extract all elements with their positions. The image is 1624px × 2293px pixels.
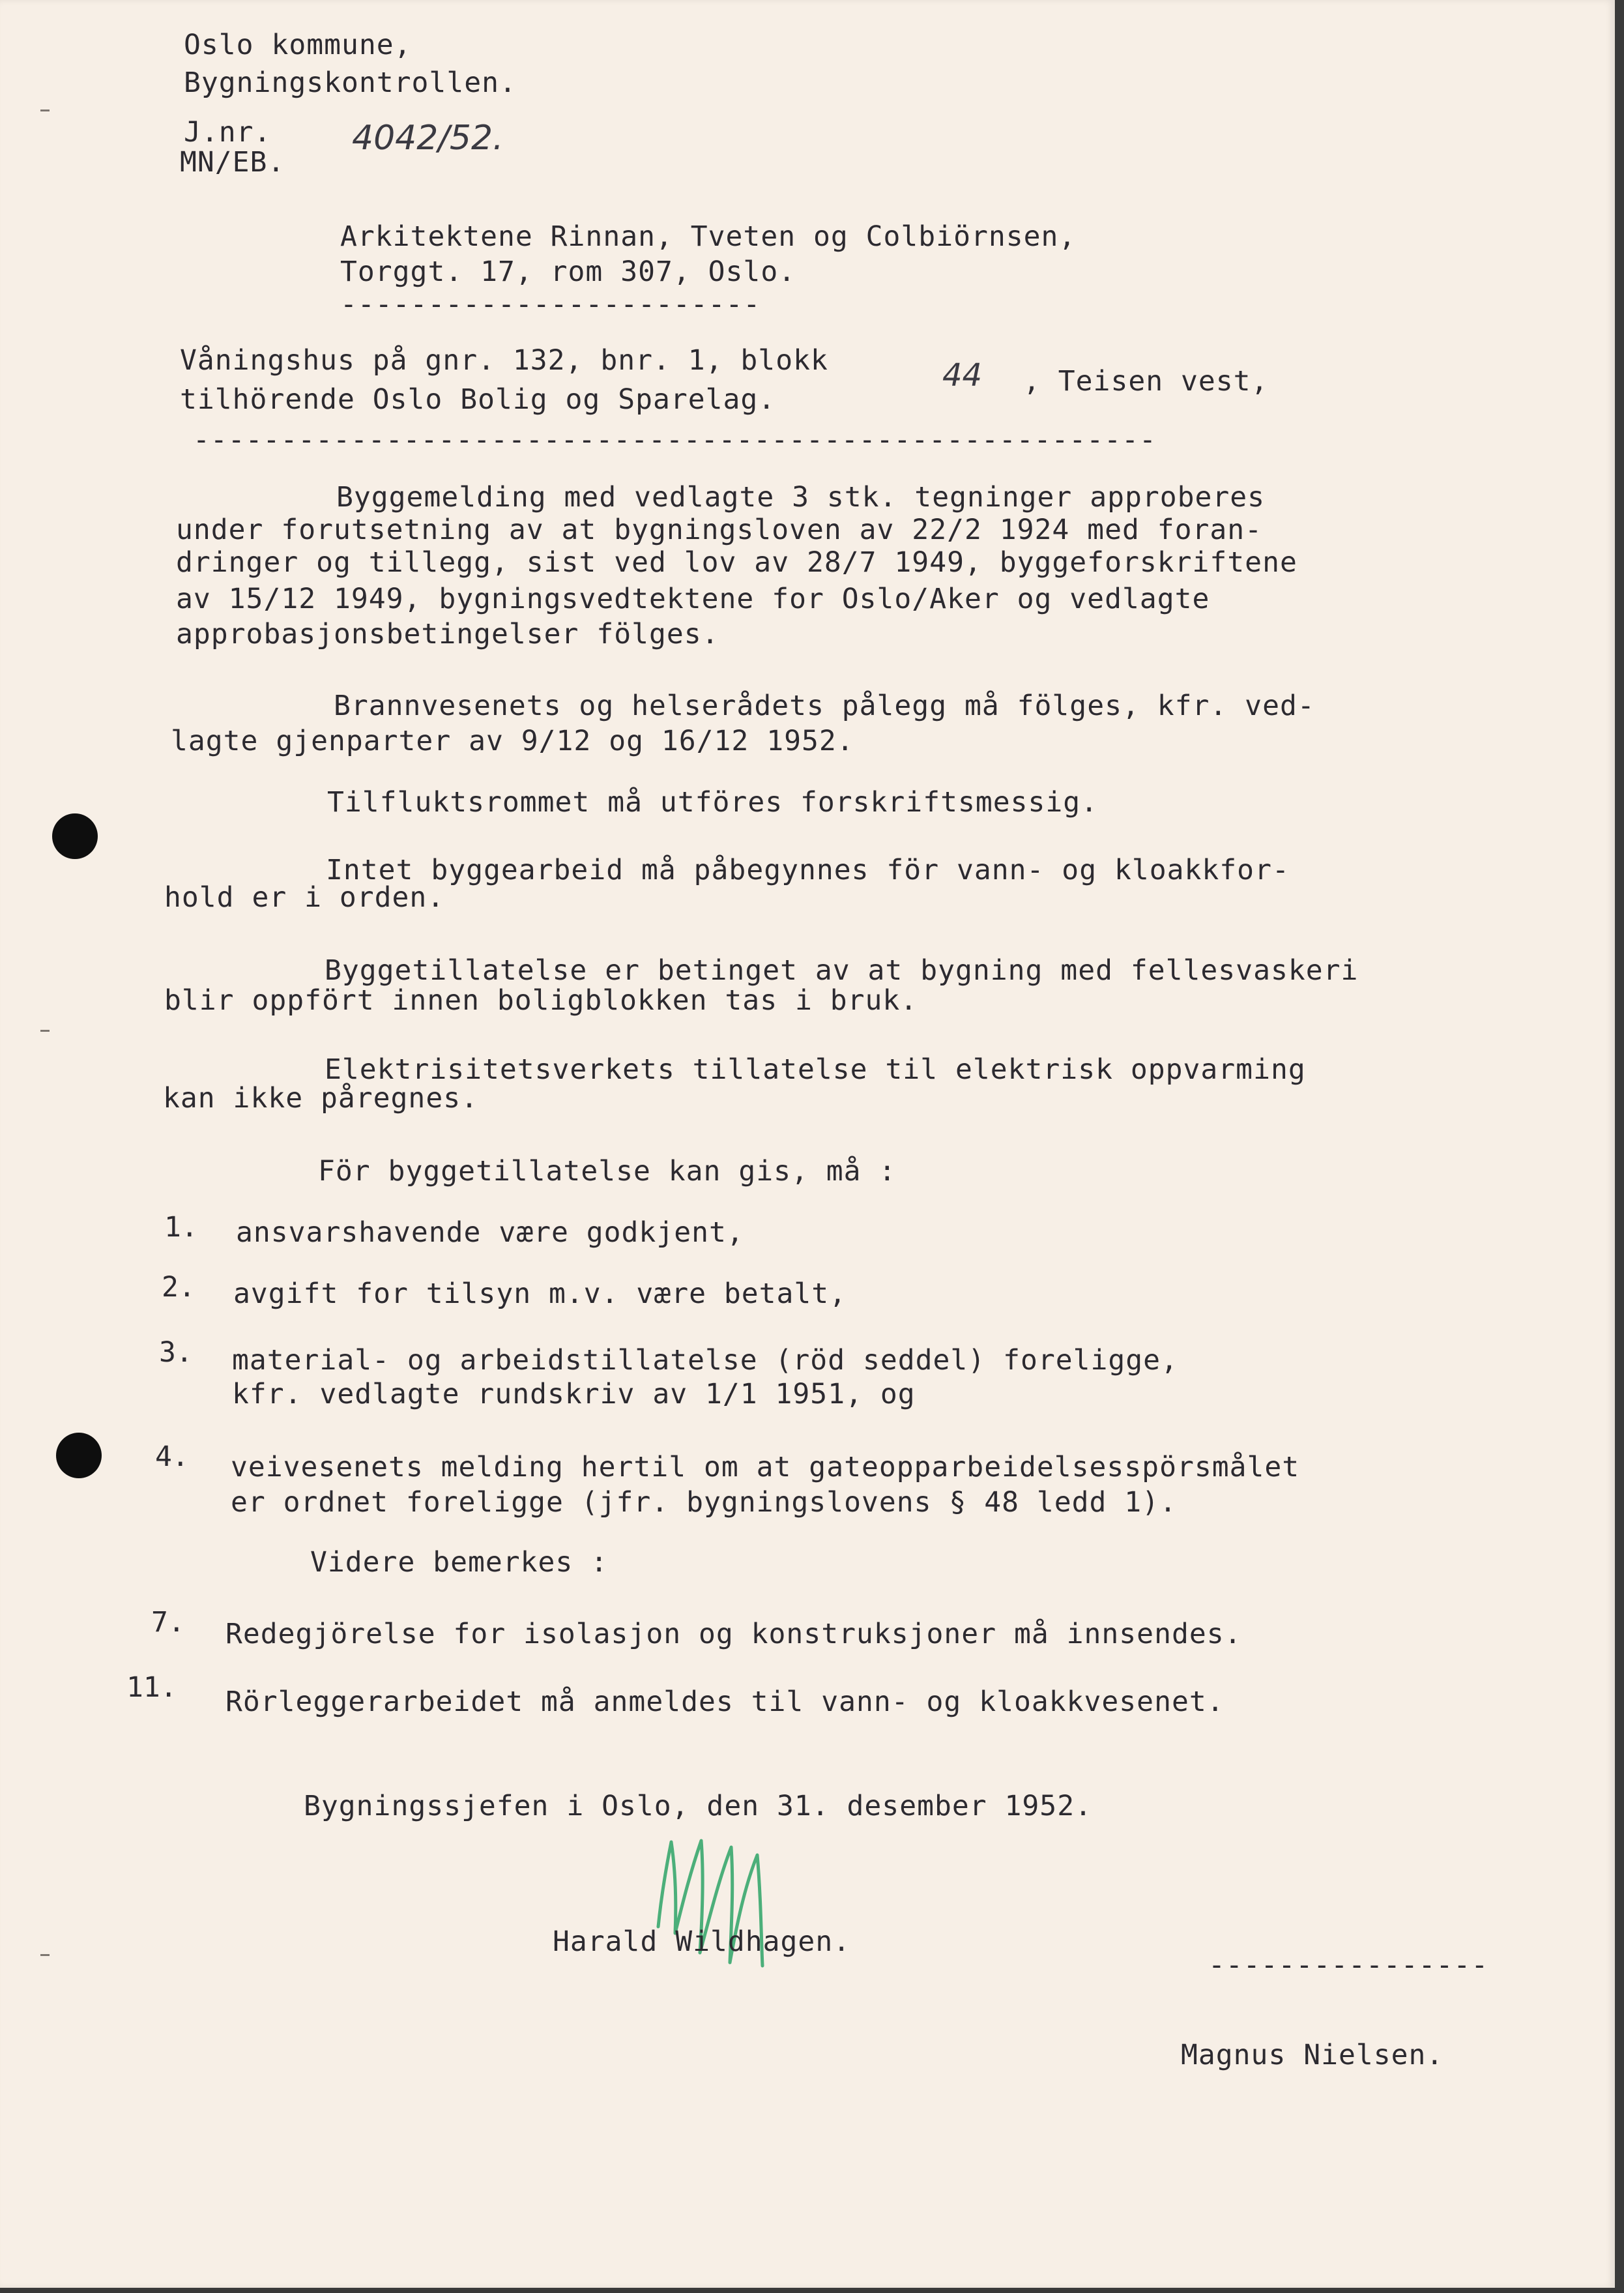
subject-line1-end: , Teisen vest, — [1023, 365, 1269, 398]
margin-mark — [40, 1030, 50, 1032]
addressee-address: Torggt. 17, rom 307, Oslo. — [340, 256, 796, 288]
paragraph-6-line: kan ikke påregnes. — [163, 1082, 478, 1115]
signer-2-rule: ---------------- — [1208, 1949, 1489, 1981]
margin-mark — [40, 110, 50, 111]
remarks-intro: Videre bemerkes : — [310, 1546, 609, 1579]
journal-number-label: J.nr. — [184, 116, 272, 149]
margin-mark — [40, 1954, 50, 1956]
paragraph-2-line: lagte gjenparter av 9/12 og 16/12 1952. — [171, 725, 854, 757]
subject-line1-start: Våningshus på gnr. 132, bnr. 1, blokk — [180, 344, 828, 377]
paragraph-1-line: av 15/12 1949, bygningsvedtektene for Oslo/Aker og vedlagte — [176, 583, 1210, 615]
paragraph-5-line: blir oppfört innen boligblokken tas i bruk. — [164, 984, 918, 1017]
paragraph-6-line: Elektrisitetsverkets tillatelse til elektrisk oppvarming — [325, 1053, 1306, 1086]
remark-number: 11. — [126, 1671, 177, 1704]
condition-text: er ordnet foreligge (jfr. bygningslovens § 48 ledd 1). — [231, 1486, 1177, 1519]
paragraph-2-line: Brannvesenets og helserådets pålegg må fölges, kfr. ved- — [334, 690, 1315, 722]
place-and-date: Bygningssjefen i Oslo, den 31. desember 1952. — [304, 1790, 1092, 1822]
paragraph-1-line: under forutsetning av at bygningsloven av 22/2 1924 med foran- — [176, 514, 1263, 546]
paragraph-1-line: dringer og tillegg, sist ved lov av 28/7 1949, byggeforskriftene — [176, 546, 1298, 579]
paragraph-3-line: Tilfluktsrommet må utföres forskriftsmessig. — [327, 786, 1099, 819]
journal-number: 4042/52. — [352, 119, 504, 158]
condition-text: avgift for tilsyn m.v. være betalt, — [233, 1278, 847, 1310]
org-name: Oslo kommune, — [184, 29, 412, 61]
remark-number: 7. — [151, 1606, 185, 1639]
initials: MN/EB. — [180, 146, 285, 179]
condition-text: kfr. vedlagte rundskriv av 1/1 1951, og — [232, 1378, 916, 1410]
signer-2-name: Magnus Nielsen. — [1181, 2039, 1444, 2071]
condition-number: 3. — [159, 1336, 193, 1369]
signer-1-name: Harald Wildhagen. — [553, 1925, 851, 1958]
paragraph-4-line: hold er i orden. — [164, 881, 445, 914]
org-department: Bygningskontrollen. — [184, 66, 517, 99]
conditions-intro: För byggetillatelse kan gis, må : — [318, 1155, 897, 1188]
subject-rule: ------------------------------------------------------- — [193, 424, 1157, 456]
punch-hole — [52, 813, 98, 859]
paragraph-1-line: Byggemelding med vedlagte 3 stk. tegninger approberes — [336, 481, 1266, 514]
paragraph-5-line: Byggetillatelse er betinget av at bygning med fellesvaskeri — [325, 954, 1359, 987]
block-number: 44 — [942, 357, 983, 394]
paragraph-1-line: approbasjonsbetingelser fölges. — [176, 618, 719, 650]
punch-hole — [56, 1433, 102, 1478]
condition-number: 4. — [155, 1440, 189, 1473]
condition-text: material- og arbeidstillatelse (röd seddel) foreligge, — [232, 1344, 1178, 1377]
subject-line2: tilhörende Oslo Bolig og Sparelag. — [180, 383, 776, 416]
addressee-rule: ------------------------ — [340, 288, 761, 321]
condition-text: ansvarshavende være godkjent, — [236, 1216, 744, 1249]
condition-number: 2. — [162, 1271, 196, 1304]
remark-text: Redegjörelse for isolasjon og konstruksjoner må innsendes. — [225, 1618, 1242, 1650]
condition-text: veivesenets melding hertil om at gateopparbeidelsesspörsmålet — [231, 1451, 1300, 1483]
remark-text: Rörleggerarbeidet må anmeldes til vann- og kloakkvesenet. — [225, 1686, 1225, 1718]
paragraph-4-line: Intet byggearbeid må påbegynnes för vann- og kloakkfor- — [326, 854, 1290, 886]
condition-number: 1. — [164, 1211, 198, 1244]
addressee-name: Arkitektene Rinnan, Tveten og Colbiörnsen, — [340, 220, 1077, 253]
